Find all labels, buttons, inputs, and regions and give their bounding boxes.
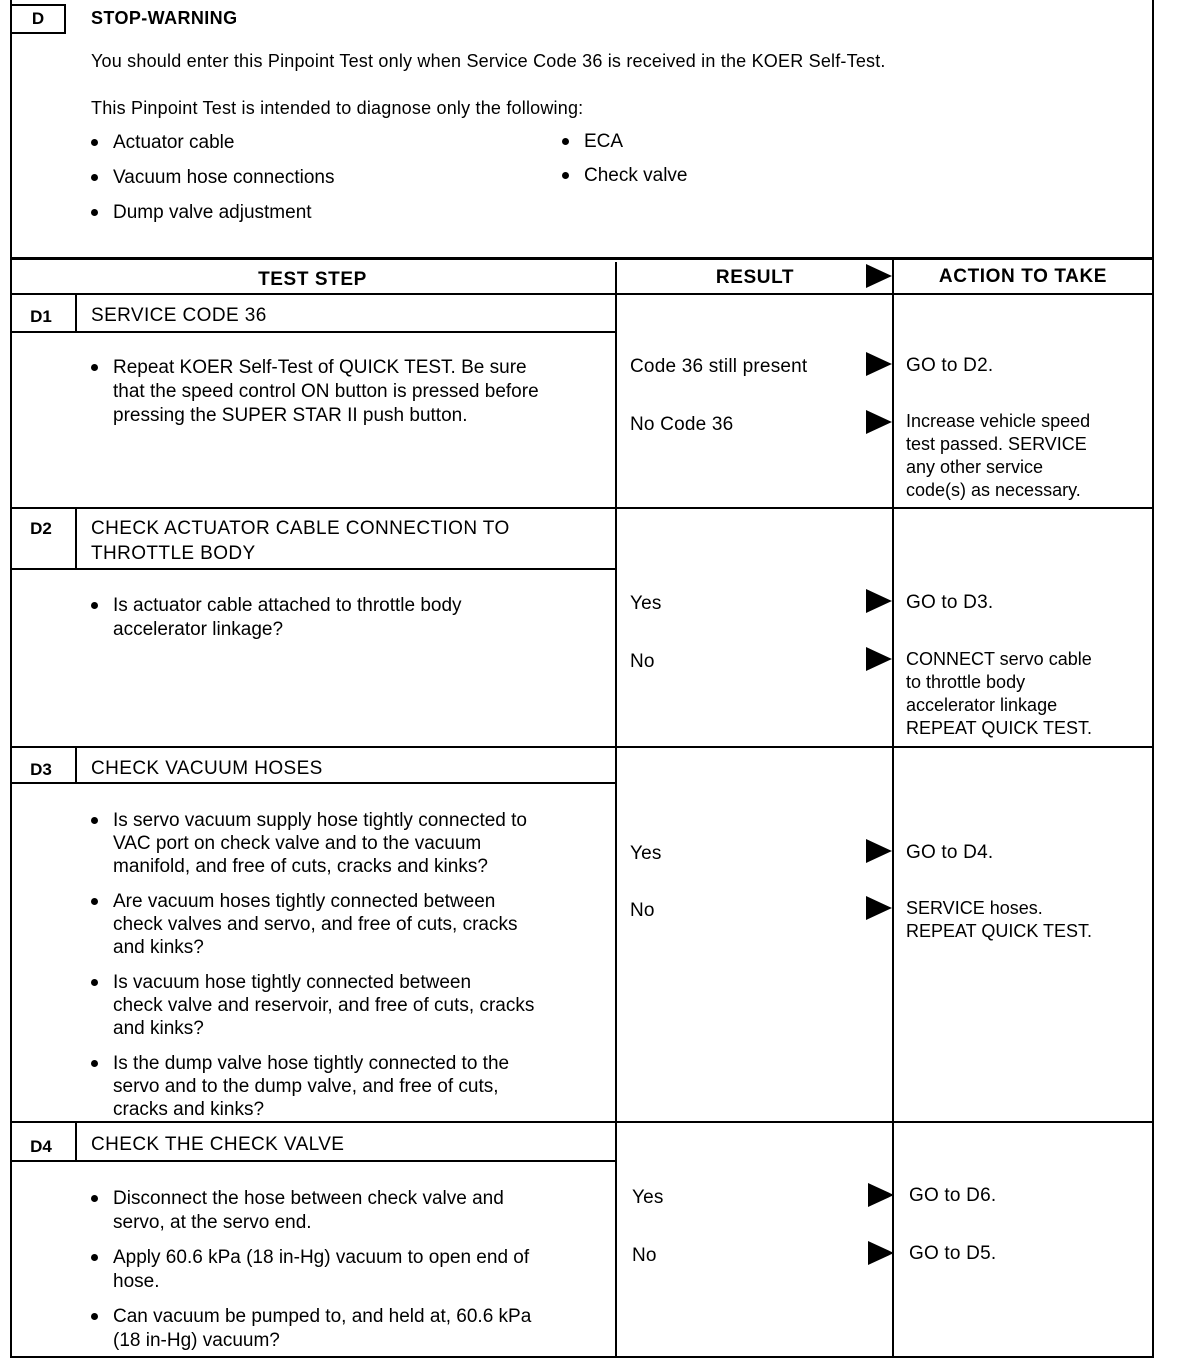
step-title: CHECK ACTUATOR CABLE CONNECTION TO THROTTLE BODY bbox=[91, 518, 510, 564]
diagnose-item: Actuator cable bbox=[91, 131, 234, 155]
diagnose-item: Check valve bbox=[562, 164, 688, 188]
diagnose-text: This Pinpoint Test is intended to diagnose only the following: bbox=[91, 98, 584, 118]
result-text: Yes bbox=[630, 843, 662, 864]
step-bullet: Apply 60.6 kPa (18 in-Hg) vacuum to open end of hose. bbox=[91, 1246, 529, 1294]
step-separator bbox=[10, 1121, 1154, 1123]
step-separator bbox=[10, 746, 1154, 748]
step-title-bottom bbox=[10, 782, 616, 784]
diagnose-item: Dump valve adjustment bbox=[91, 201, 312, 225]
step-bullet: Is vacuum hose tightly connected between check valve and reservoir, and free of cuts, cracks and kinks? bbox=[91, 971, 534, 1040]
result-text: Yes bbox=[630, 593, 662, 614]
col-header-test-step: TEST STEP bbox=[258, 269, 367, 290]
table-top-rule bbox=[10, 257, 1154, 260]
step-title-bottom bbox=[10, 331, 616, 333]
step-title: SERVICE CODE 36 bbox=[91, 305, 267, 326]
result-text: No Code 36 bbox=[630, 414, 734, 435]
result-arrow-icon bbox=[866, 352, 892, 376]
step-bullet: Are vacuum hoses tightly connected between check valves and servo, and free of cuts, cracks and kinks? bbox=[91, 890, 517, 959]
result-arrow-icon bbox=[866, 589, 892, 613]
action-block: CONNECT servo cable to throttle body accelerator linkage REPEAT QUICK TEST. bbox=[906, 649, 1093, 738]
result-text: No bbox=[630, 651, 655, 672]
result-arrow-icon bbox=[868, 1183, 894, 1207]
step-bullet: Can vacuum be pumped to, and held at, 60.6 kPa (18 in-Hg) vacuum? bbox=[91, 1305, 531, 1353]
col-header-result: RESULT bbox=[715, 267, 795, 288]
diagnose-item: ECA bbox=[562, 130, 623, 154]
action-text: GO to D5. bbox=[909, 1243, 997, 1264]
section-code: D bbox=[31, 9, 45, 28]
step-separator bbox=[10, 507, 1154, 509]
step-code: D2 bbox=[30, 519, 52, 538]
step-code-divider bbox=[75, 508, 77, 569]
step-title: CHECK THE CHECK VALVE bbox=[91, 1134, 345, 1155]
result-arrow-icon bbox=[866, 839, 892, 863]
result-arrow-icon bbox=[866, 264, 892, 288]
step-title-bottom bbox=[10, 1160, 616, 1162]
step-title-bottom bbox=[10, 568, 616, 570]
action-text: GO to D2. bbox=[906, 355, 994, 376]
action-text: GO to D6. bbox=[909, 1185, 997, 1206]
step-code-divider bbox=[75, 295, 77, 332]
intro-text: You should enter this Pinpoint Test only when Service Code 36 is received in the KOER Self-Test. bbox=[91, 51, 886, 71]
result-arrow-icon bbox=[866, 896, 892, 920]
result-text: Code 36 still present bbox=[630, 356, 808, 377]
action-text: GO to D3. bbox=[906, 592, 994, 613]
result-text: No bbox=[632, 1245, 657, 1266]
step-bullet: Is servo vacuum supply hose tightly connected to VAC port on check valve and to the vacuum manifold, and free of cuts, cracks and kinks? bbox=[91, 809, 527, 878]
step-bullet: Is actuator cable attached to throttle body accelerator linkage? bbox=[91, 594, 462, 642]
step-code: D1 bbox=[30, 307, 52, 326]
section-title: STOP-WARNING bbox=[91, 8, 238, 28]
step-code-divider bbox=[75, 1122, 77, 1161]
action-block: SERVICE hoses. REPEAT QUICK TEST. bbox=[906, 898, 1093, 941]
result-text: Yes bbox=[632, 1187, 664, 1208]
step-title: CHECK VACUUM HOSES bbox=[91, 758, 323, 779]
step-code: D3 bbox=[30, 760, 52, 779]
result-arrow-icon bbox=[868, 1241, 894, 1265]
step-bullet: Repeat KOER Self-Test of QUICK TEST. Be sure that the speed control ON button is pressed before pressing the SUPER STAR II push button. bbox=[91, 356, 539, 428]
action-text: GO to D4. bbox=[906, 842, 994, 863]
action-block: Increase vehicle speed test passed. SERVICE any other service code(s) as necessary. bbox=[906, 411, 1091, 500]
diagnose-item: Vacuum hose connections bbox=[91, 166, 334, 190]
step-code-divider bbox=[75, 747, 77, 783]
col-header-action: ACTION TO TAKE bbox=[938, 266, 1108, 287]
result-arrow-icon bbox=[866, 647, 892, 671]
step-code: D4 bbox=[30, 1137, 52, 1156]
step-bullet: Disconnect the hose between check valve and servo, at the servo end. bbox=[91, 1187, 504, 1235]
result-arrow-icon bbox=[866, 410, 892, 434]
step-bullet: Is the dump valve hose tightly connected to the servo and to the dump valve, and free of cuts, cracks and kinks? bbox=[91, 1052, 509, 1121]
col-divider-1 bbox=[615, 262, 617, 1358]
result-text: No bbox=[630, 900, 655, 921]
header-bottom-rule bbox=[10, 293, 1154, 295]
